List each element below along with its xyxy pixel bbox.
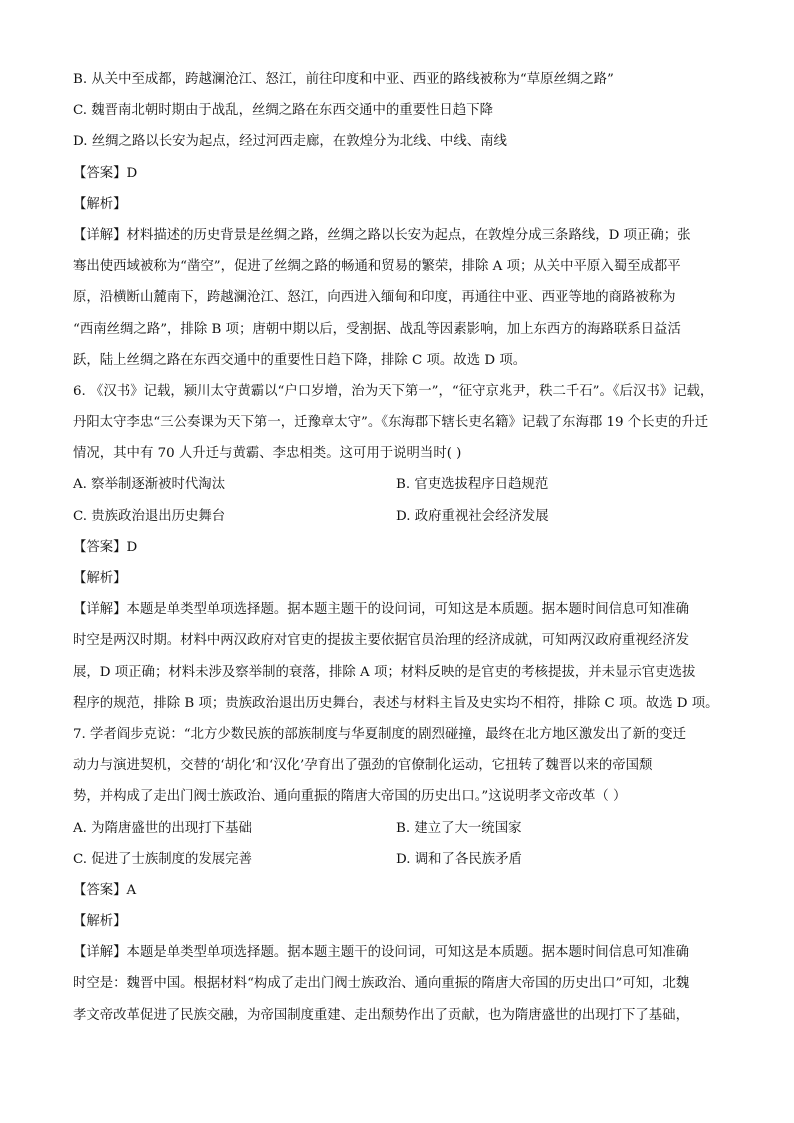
q6-detail-line: 时空是两汉时期。材料中两汉政府对官吏的提拔主要依据官员治理的经济成就，可知两汉政府重视经济发 <box>73 633 689 649</box>
q6-detail-line: 【详解】本题是单类型单项选择题。据本题主题干的设问词，可知这是本质题。据本题时间信息可知准确 <box>73 602 689 618</box>
q6-stem-line: 丹阳太守李忠“三公奏课为天下第一，迁豫章太守”。《东海郡下辖长吏名籍》记载了东海郡 19 个长吏的升迁 <box>73 415 709 431</box>
q7-option-a: A. 为隋唐盛世的出现打下基础 <box>73 820 252 836</box>
q6-options-row-2 <box>73 501 723 532</box>
q5-answer: 【答案】D <box>73 165 138 181</box>
q6-option-a: A. 察举制逐渐被时代淘汰 <box>73 477 226 493</box>
q7-option-d: D. 调和了各民族矛盾 <box>396 851 522 867</box>
q7-detail-line: 孝文帝改革促进了民族交融，为帝国制度重建、走出颓势作出了贡献，也为隋唐盛世的出现打下了基础， <box>73 1007 689 1023</box>
q5-detail-line: 原，沿横断山麓南下，跨越澜沧江、怒江，向西进入缅甸和印度，再通往中亚、西亚等地的商路被称为 <box>73 290 676 306</box>
q6-options-row-1 <box>73 469 723 500</box>
q5-option-d: D. 丝绸之路以长安为起点，经过河西走廊，在敦煌分为北线、中线、南线 <box>73 134 507 150</box>
q6-option-c: C. 贵族政治退出历史舞台 <box>73 508 226 524</box>
q7-option-b: B. 建立了大一统国家 <box>396 820 522 836</box>
q6-detail-line: 展，D 项正确；材料未涉及察举制的衰落，排除 A 项；材料反映的是官吏的考核提拔，并未显示官吏选拔 <box>73 664 696 680</box>
q5-detail-line: 跃，陆上丝绸之路在东西交通中的重要性日趋下降，排除 C 项。故选 D 项。 <box>73 352 527 368</box>
q7-options-row-1 <box>73 813 723 844</box>
q7-stem-line: 势，并构成了走出门阀士族政治、通向重振的隋唐大帝国的历史出口。”这说明孝文帝改革（ ） <box>73 789 627 805</box>
q5-detail-line: “西南丝绸之路”，排除 B 项；唐朝中期以后，受割据、战乱等因素影响，加上东西方的海路联系日益活 <box>73 321 681 337</box>
q7-stem-line: 动力与演进契机，交替的‘胡化’和‘汉化’孕育出了强劲的官僚制化运动，它扭转了魏晋以来的帝国颓 <box>73 758 653 774</box>
q7-detail-line: 时空是：魏晋中国。根据材料“构成了走出门阀士族政治、通向重振的隋唐大帝国的历史出口”可知，北魏 <box>73 976 690 992</box>
q7-answer: 【答案】A <box>73 882 137 898</box>
document-content <box>73 64 723 1031</box>
q6-answer: 【答案】D <box>73 539 138 555</box>
q6-stem-line: 情况，其中有 70 人升迁与黄霸、李忠相类。这可用于说明当时( ) <box>73 446 462 462</box>
q6-option-b: B. 官吏选拔程序日趋规范 <box>396 477 549 493</box>
q6-option-d: D. 政府重视社会经济发展 <box>396 508 549 524</box>
q7-stem-line: 7. 学者阎步克说：“北方少数民族的部族制度与华夏制度的剧烈碰撞，最终在北方地区激发出了新的变迁 <box>73 726 687 742</box>
q5-option-b: B. 从关中至成都，跨越澜沧江、怒江，前往印度和中亚、西亚的路线被称为“草原丝绸之路” <box>73 72 614 87</box>
q5-detail-line: 【详解】材料描述的历史背景是丝绸之路，丝绸之路以长安为起点，在敦煌分成三条路线，D 项正确；张 <box>73 227 691 243</box>
q5-option-c: C. 魏晋南北朝时期由于战乱，丝绸之路在东西交通中的重要性日趋下降 <box>73 103 493 119</box>
q6-stem-line: 6. 《汉书》记载，颍川太守黄霸以“户口岁增，治为天下第一”，“征守京兆尹，秩二千石”。《后汉书》记载， <box>73 383 714 399</box>
q6-detail-line: 程序的规范，排除 B 项；贵族政治退出历史舞台，表述与材料主旨及史实均不相符，排除 C 项。故选 D 项。 <box>73 695 719 711</box>
q5-detail-line: 骞出使西域被称为“凿空”，促进了丝绸之路的畅通和贸易的繁荣，排除 A 项；从关中平原入蜀至成都平 <box>73 259 681 275</box>
q5-analysis-label: 【解析】 <box>73 196 127 212</box>
q7-detail-line: 【详解】本题是单类型单项选择题。据本题主题干的设问词，可知这是本质题。据本题时间信息可知准确 <box>73 945 689 961</box>
q6-analysis-label: 【解析】 <box>73 571 127 586</box>
q7-option-c: C. 促进了士族制度的发展完善 <box>73 851 252 867</box>
q7-options-row-2 <box>73 844 723 875</box>
q7-analysis-label: 【解析】 <box>73 914 127 930</box>
